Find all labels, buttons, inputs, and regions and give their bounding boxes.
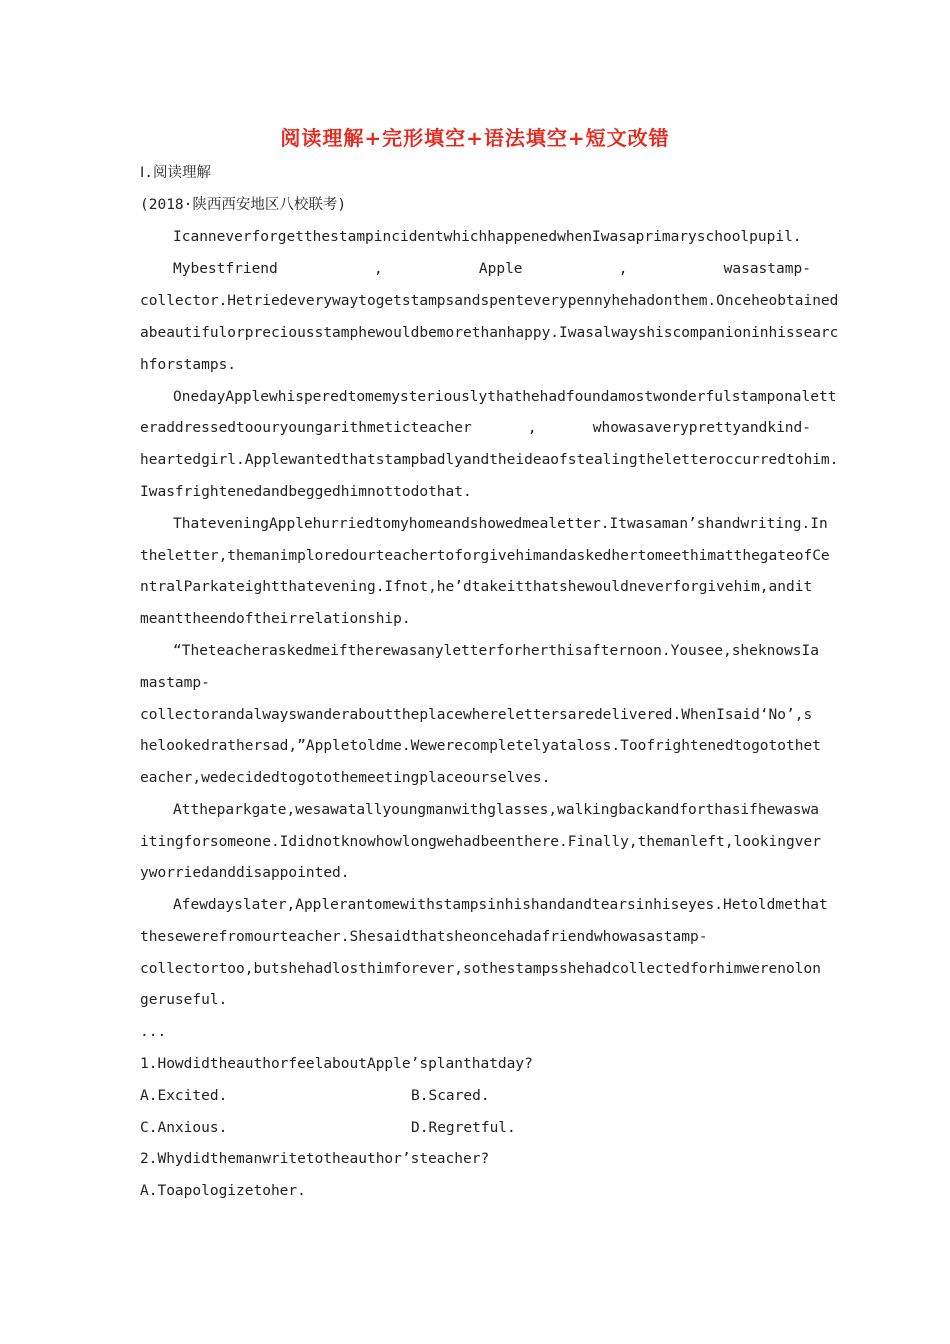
option-a: A.Excited. <box>140 1088 228 1104</box>
passage-word: , <box>527 420 537 436</box>
passage-line: collectortoo,butshehadlosthimforever,sothestampsshehadcollectedforhimwerenolon <box>140 961 821 977</box>
passage-line: hforstamps. <box>140 357 237 373</box>
source-note: (2018·陕西西安地区八校联考) <box>140 197 347 213</box>
page-title: 阅读理解+完形填空+语法填空+短文改错 <box>280 126 670 150</box>
passage-line: itingforsomeone.Ididnotknowhowlongwehadbeenthere.Finally,themanleft,lookingver <box>140 834 821 850</box>
passage-word: Apple <box>478 261 523 277</box>
passage-word: , <box>373 261 383 277</box>
passage-line: thesewerefromourteacher.Shesaidthatsheoncehadafriendwhowasastamp- <box>140 929 708 945</box>
passage-line: helookedrathersad,”Appletoldme.Wewerecompletelyataloss.Toofrightenedtogotothet <box>140 738 821 754</box>
passage-line: yworriedanddisappointed. <box>140 865 350 881</box>
option-b: B.Scared. <box>411 1088 490 1104</box>
passage-line: mastamp- <box>140 675 210 691</box>
passage-line: collector.Hetriedeverywaytogetstampsandspenteverypennyhehadonthem.Onceheobtained <box>140 293 839 309</box>
passage-line: OnedayApplewhisperedtomemysteriouslythathehadfoundamostwonderfulstamponalett <box>173 389 837 405</box>
passage-word: whowasaveryprettyandkind- <box>592 420 811 436</box>
passage-line <box>140 418 811 438</box>
passage-word: , <box>618 261 628 277</box>
passage-line: collectorandalwayswanderabouttheplacewherelettersaredelivered.WhenIsaid‘No’,s <box>140 707 813 723</box>
question-1: 1.HowdidtheauthorfeelaboutApple’splanthatday? <box>140 1056 533 1072</box>
passage-line: Attheparkgate,wesawatallyoungmanwithglasses,walkingbackandforthasifhewaswa <box>173 802 820 818</box>
passage-word: eraddressedtoouryoungarithmeticteacher <box>140 420 472 436</box>
passage-line: “Theteacheraskedmeiftherewasanyletterforherthisafternoon.Yousee,sheknowsIa <box>173 643 820 659</box>
passage-line: theletter,themanimploredourteachertoforgivehimandaskedhertomeethimatthegateofCe <box>140 548 830 564</box>
passage-line: ntralParkateightthatevening.Ifnot,he’dtakeitthatshewouldneverforgivehim,andit <box>140 579 813 595</box>
passage-line: eacher,wedecidedtogotothemeetingplaceourselves. <box>140 770 551 786</box>
passage-line: abeautifulorpreciousstamphewouldbemorethanhappy.Iwasalwayshiscompanioninhissearc <box>140 325 839 341</box>
option-a: A.Toapologizetoher. <box>140 1183 306 1199</box>
passage-line: ThateveningApplehurriedtomyhomeandshowedmealetter.Itwasaman’shandwriting.In <box>173 516 828 532</box>
passage-word: Mybestfriend <box>173 261 278 277</box>
passage-line: meanttheendoftheirrelationship. <box>140 611 411 627</box>
question-2: 2.Whydidthemanwritetotheauthor’steacher? <box>140 1151 490 1167</box>
passage-line: IcanneverforgetthestampincidentwhichhappenedwhenIwasaprimaryschoolpupil. <box>173 229 802 245</box>
option-d: D.Regretful. <box>411 1120 516 1136</box>
section-heading: Ⅰ.阅读理解 <box>140 165 212 181</box>
passage-line: Afewdayslater,Applerantomewithstampsinhishandandtearsinhiseyes.Hetoldmethat <box>173 897 828 913</box>
option-c: C.Anxious. <box>140 1120 228 1136</box>
passage-line: heartedgirl.Applewantedthatstampbadlyandtheideaofstealingtheletteroccurredtohim. <box>140 452 839 468</box>
passage-word: wasastamp- <box>723 261 811 277</box>
passage-line <box>173 259 811 279</box>
passage-line: Iwasfrightenedandbeggedhimnottodothat. <box>140 484 472 500</box>
passage-line: geruseful. <box>140 992 228 1008</box>
ellipsis: ... <box>140 1024 167 1040</box>
